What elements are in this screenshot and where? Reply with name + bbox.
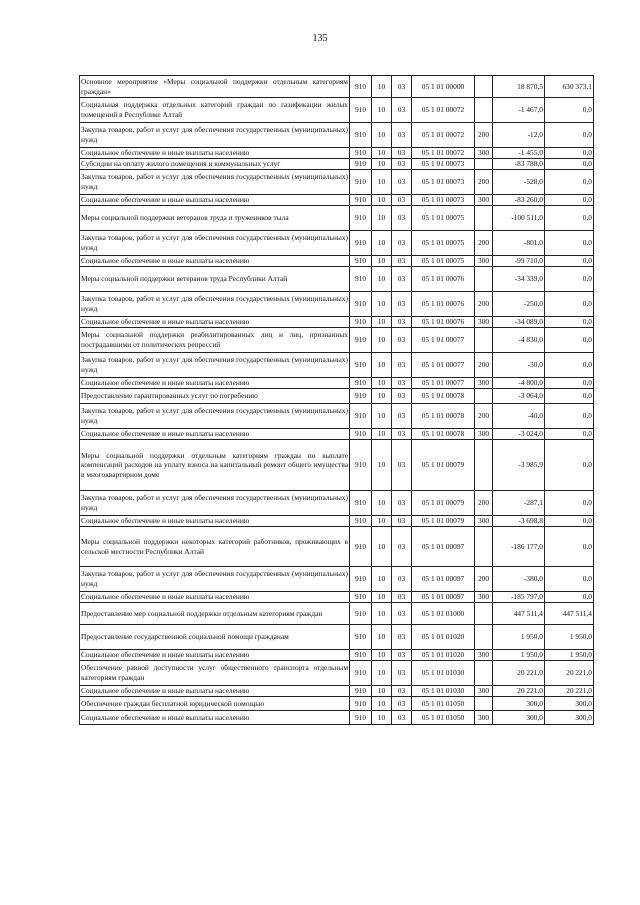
row-amount-2: 0,0 (545, 206, 594, 231)
table-row (80, 292, 594, 317)
row-amount-1: 20 221,0 (493, 686, 545, 697)
row-grbs: 910 (350, 429, 372, 440)
row-subsection: 03 (392, 389, 412, 404)
row-section: 10 (372, 76, 392, 98)
row-amount-2: 20 221,0 (545, 686, 594, 697)
row-grbs: 910 (350, 123, 372, 148)
row-amount-1: -34 339,0 (493, 267, 545, 292)
row-amount-2: 0,0 (545, 378, 594, 389)
table-row (80, 711, 594, 725)
row-section: 10 (372, 159, 392, 170)
row-expense-type: 200 (475, 231, 493, 256)
row-name: Социальное обеспечение и иные выплаты населению (80, 592, 350, 603)
table-row (80, 697, 594, 711)
row-amount-1: -185 797,0 (493, 592, 545, 603)
row-section: 10 (372, 195, 392, 206)
table-row (80, 661, 594, 686)
row-amount-1: 300,0 (493, 711, 545, 725)
row-target-article: 05 1 01 00079 (412, 516, 475, 527)
row-grbs: 910 (350, 697, 372, 711)
row-target-article: 05 1 01 00097 (412, 592, 475, 603)
row-amount-1: -186 177,0 (493, 527, 545, 567)
row-subsection: 03 (392, 404, 412, 429)
row-name: Закупка товаров, работ и услуг для обеспечения государственных (муниципальных) нужд (80, 404, 350, 429)
row-name: Обеспечение равной доступности услуг общественного транспорта отдельным категориям граждан (80, 661, 350, 686)
row-amount-2: 0,0 (545, 328, 594, 353)
row-target-article: 05 1 01 00075 (412, 231, 475, 256)
row-grbs: 910 (350, 206, 372, 231)
row-amount-1: -1 455,0 (493, 148, 545, 159)
row-subsection: 03 (392, 76, 412, 98)
table-body (80, 76, 594, 725)
row-target-article: 05 1 01 00079 (412, 440, 475, 491)
row-amount-2: 0,0 (545, 567, 594, 592)
row-subsection: 03 (392, 195, 412, 206)
row-section: 10 (372, 98, 392, 123)
row-section: 10 (372, 170, 392, 195)
row-amount-2: 1 950,0 (545, 650, 594, 661)
row-expense-type: 200 (475, 491, 493, 516)
row-target-article: 05 1 01 00078 (412, 429, 475, 440)
row-target-article: 05 1 01 00078 (412, 404, 475, 429)
row-subsection: 03 (392, 256, 412, 267)
row-expense-type: 300 (475, 195, 493, 206)
row-amount-1: -4 800,0 (493, 378, 545, 389)
row-grbs: 910 (350, 491, 372, 516)
table-row (80, 440, 594, 491)
row-name: Социальное обеспечение и иные выплаты населению (80, 378, 350, 389)
row-subsection: 03 (392, 650, 412, 661)
row-name: Закупка товаров, работ и услуг для обеспечения государственных (муниципальных) нужд (80, 353, 350, 378)
row-section: 10 (372, 440, 392, 491)
row-name: Предоставление государственной социальной помощи гражданам (80, 625, 350, 650)
row-target-article: 05 1 01 00078 (412, 389, 475, 404)
row-amount-2: 0,0 (545, 256, 594, 267)
table-row (80, 256, 594, 267)
row-subsection: 03 (392, 148, 412, 159)
row-section: 10 (372, 429, 392, 440)
row-subsection: 03 (392, 123, 412, 148)
row-name: Закупка товаров, работ и услуг для обеспечения государственных (муниципальных) нужд (80, 491, 350, 516)
table-row (80, 353, 594, 378)
row-expense-type: 200 (475, 404, 493, 429)
row-expense-type (475, 697, 493, 711)
row-expense-type (475, 603, 493, 625)
table-row (80, 378, 594, 389)
row-grbs: 910 (350, 650, 372, 661)
row-amount-2: 0,0 (545, 404, 594, 429)
row-section: 10 (372, 267, 392, 292)
row-subsection: 03 (392, 159, 412, 170)
row-subsection: 03 (392, 98, 412, 123)
table-row (80, 328, 594, 353)
row-grbs: 910 (350, 76, 372, 98)
row-grbs: 910 (350, 159, 372, 170)
row-section: 10 (372, 353, 392, 378)
row-grbs: 910 (350, 98, 372, 123)
row-grbs: 910 (350, 625, 372, 650)
row-grbs: 910 (350, 567, 372, 592)
row-expense-type: 200 (475, 170, 493, 195)
row-target-article: 05 1 01 00072 (412, 98, 475, 123)
table-row (80, 527, 594, 567)
row-subsection: 03 (392, 353, 412, 378)
row-amount-2: 0,0 (545, 195, 594, 206)
row-subsection: 03 (392, 317, 412, 328)
row-amount-2: 0,0 (545, 429, 594, 440)
row-grbs: 910 (350, 711, 372, 725)
row-name: Социальное обеспечение и иные выплаты населению (80, 686, 350, 697)
row-target-article: 05 1 01 01030 (412, 661, 475, 686)
row-grbs: 910 (350, 592, 372, 603)
row-subsection: 03 (392, 170, 412, 195)
row-target-article: 05 1 01 00079 (412, 491, 475, 516)
row-expense-type (475, 98, 493, 123)
row-target-article: 05 1 01 00076 (412, 292, 475, 317)
row-target-article: 05 1 01 00097 (412, 567, 475, 592)
row-expense-type (475, 76, 493, 98)
row-name: Предоставление мер социальной поддержки отдельным категориям граждан (80, 603, 350, 625)
row-section: 10 (372, 592, 392, 603)
table-row (80, 491, 594, 516)
table-row (80, 516, 594, 527)
row-grbs: 910 (350, 389, 372, 404)
row-target-article: 05 1 01 00075 (412, 206, 475, 231)
table-row (80, 148, 594, 159)
row-name: Социальное обеспечение и иные выплаты населению (80, 429, 350, 440)
row-name: Обеспечение граждан бесплатной юридической помощью (80, 697, 350, 711)
row-section: 10 (372, 686, 392, 697)
row-section: 10 (372, 404, 392, 429)
row-target-article: 05 1 01 00075 (412, 256, 475, 267)
row-name: Социальное обеспечение и иные выплаты населению (80, 711, 350, 725)
row-subsection: 03 (392, 592, 412, 603)
row-grbs: 910 (350, 378, 372, 389)
row-amount-2: 0,0 (545, 170, 594, 195)
row-expense-type (475, 527, 493, 567)
row-grbs: 910 (350, 148, 372, 159)
row-subsection: 03 (392, 440, 412, 491)
row-amount-1: -287,1 (493, 491, 545, 516)
row-target-article: 05 1 01 01030 (412, 686, 475, 697)
row-grbs: 910 (350, 404, 372, 429)
row-subsection: 03 (392, 328, 412, 353)
table-row (80, 159, 594, 170)
row-amount-2: 1 950,0 (545, 625, 594, 650)
row-grbs: 910 (350, 603, 372, 625)
row-target-article: 05 1 01 00076 (412, 267, 475, 292)
row-expense-type: 200 (475, 567, 493, 592)
row-amount-2: 0,0 (545, 516, 594, 527)
row-name: Социальное обеспечение и иные выплаты населению (80, 148, 350, 159)
table-row (80, 98, 594, 123)
row-section: 10 (372, 650, 392, 661)
row-subsection: 03 (392, 516, 412, 527)
row-grbs: 910 (350, 231, 372, 256)
row-amount-2: 0,0 (545, 317, 594, 328)
row-amount-1: 1 950,0 (493, 650, 545, 661)
row-name: Субсидии на оплату жилого помещения и коммунальных услуг (80, 159, 350, 170)
row-section: 10 (372, 516, 392, 527)
row-name: Закупка товаров, работ и услуг для обеспечения государственных (муниципальных) нужд (80, 292, 350, 317)
row-name: Социальное обеспечение и иные выплаты населению (80, 650, 350, 661)
row-amount-1: -3 024,0 (493, 429, 545, 440)
row-section: 10 (372, 491, 392, 516)
row-subsection: 03 (392, 292, 412, 317)
row-amount-1: -380,0 (493, 567, 545, 592)
row-section: 10 (372, 256, 392, 267)
row-target-article: 05 1 01 00076 (412, 317, 475, 328)
row-expense-type: 300 (475, 148, 493, 159)
row-amount-1: -528,0 (493, 170, 545, 195)
table-row (80, 76, 594, 98)
row-target-article: 05 1 01 00097 (412, 527, 475, 567)
row-grbs: 910 (350, 170, 372, 195)
row-amount-2: 0,0 (545, 292, 594, 317)
row-subsection: 03 (392, 267, 412, 292)
row-expense-type (475, 625, 493, 650)
row-amount-2: 447 511,4 (545, 603, 594, 625)
row-amount-2: 0,0 (545, 159, 594, 170)
row-expense-type (475, 267, 493, 292)
row-amount-1: 1 950,0 (493, 625, 545, 650)
table-row (80, 404, 594, 429)
row-expense-type: 200 (475, 292, 493, 317)
row-subsection: 03 (392, 686, 412, 697)
row-amount-1: -250,0 (493, 292, 545, 317)
table-row (80, 206, 594, 231)
row-amount-1: 18 870,5 (493, 76, 545, 98)
row-subsection: 03 (392, 625, 412, 650)
row-section: 10 (372, 625, 392, 650)
row-target-article: 05 1 01 00072 (412, 123, 475, 148)
row-amount-1: 300,0 (493, 697, 545, 711)
row-name: Закупка товаров, работ и услуг для обеспечения государственных (муниципальных) нужд (80, 567, 350, 592)
row-expense-type: 300 (475, 592, 493, 603)
row-target-article: 05 1 01 01020 (412, 650, 475, 661)
row-grbs: 910 (350, 256, 372, 267)
row-expense-type: 300 (475, 378, 493, 389)
row-amount-1: 447 511,4 (493, 603, 545, 625)
row-name: Закупка товаров, работ и услуг для обеспечения государственных (муниципальных) нужд (80, 123, 350, 148)
row-subsection: 03 (392, 711, 412, 725)
row-subsection: 03 (392, 491, 412, 516)
row-section: 10 (372, 317, 392, 328)
row-section: 10 (372, 661, 392, 686)
row-amount-1: -99 710,0 (493, 256, 545, 267)
row-name: Социальная поддержка отдельных категорий граждан по газификации жилых помещений в Республике Алтай (80, 98, 350, 123)
row-target-article: 05 1 01 00073 (412, 195, 475, 206)
table-row (80, 625, 594, 650)
budget-table (79, 75, 594, 725)
row-name: Меры социальной поддержки некоторых категорий работников, проживающих в сельской местности Республики Алтай (80, 527, 350, 567)
row-amount-1: -30,0 (493, 353, 545, 378)
row-expense-type: 300 (475, 429, 493, 440)
row-expense-type (475, 389, 493, 404)
row-name: Основное мероприятие «Меры социальной поддержки отдельным категориям граждан» (81, 76, 348, 96)
row-amount-2: 0,0 (545, 491, 594, 516)
row-target-article: 05 1 01 00073 (412, 170, 475, 195)
row-expense-type: 300 (475, 256, 493, 267)
row-amount-1: -40,0 (493, 404, 545, 429)
row-target-article: 05 1 01 01050 (412, 697, 475, 711)
row-target-article: 05 1 01 00073 (412, 159, 475, 170)
row-section: 10 (372, 697, 392, 711)
row-amount-1: -83 788,0 (493, 159, 545, 170)
table-row (80, 170, 594, 195)
row-target-article: 05 1 01 01020 (412, 625, 475, 650)
table-row (80, 123, 594, 148)
row-subsection: 03 (392, 603, 412, 625)
row-section: 10 (372, 206, 392, 231)
row-grbs: 910 (350, 328, 372, 353)
row-amount-2: 0,0 (545, 527, 594, 567)
row-name: Меры социальной поддержки ветеранов труда Республики Алтай (80, 267, 350, 292)
row-target-article: 05 1 01 00077 (412, 328, 475, 353)
row-grbs: 910 (350, 527, 372, 567)
row-expense-type (475, 661, 493, 686)
table-row (80, 567, 594, 592)
row-name: Закупка товаров, работ и услуг для обеспечения государственных (муниципальных) нужд (80, 231, 350, 256)
row-amount-1: -3 985,9 (493, 440, 545, 491)
row-amount-2: 0,0 (545, 123, 594, 148)
row-expense-type: 300 (475, 516, 493, 527)
table-row (80, 429, 594, 440)
table-row (80, 686, 594, 697)
row-section: 10 (372, 292, 392, 317)
row-name: Меры социальной поддержки отдельным категориям граждан по выплате компенсаций расходов на уплату взноса на капитальный ремонт общего имущества в многоквартирном доме (80, 440, 350, 491)
row-grbs: 910 (350, 686, 372, 697)
page-number: 135 (312, 33, 328, 44)
row-grbs: 910 (350, 292, 372, 317)
row-amount-1: -100 511,0 (493, 206, 545, 231)
table-row (80, 650, 594, 661)
row-amount-1: -4 830,0 (493, 328, 545, 353)
table-row (80, 195, 594, 206)
row-expense-type: 300 (475, 711, 493, 725)
row-amount-2: 0,0 (545, 440, 594, 491)
row-amount-1: -1 467,0 (493, 98, 545, 123)
row-expense-type: 200 (475, 353, 493, 378)
row-target-article: 05 1 01 00077 (412, 353, 475, 378)
row-name: Закупка товаров, работ и услуг для обеспечения государственных (муниципальных) нужд (80, 170, 350, 195)
row-section: 10 (372, 328, 392, 353)
row-amount-2: 0,0 (545, 353, 594, 378)
row-name: Предоставление гарантированных услуг по погребению (80, 389, 350, 404)
row-grbs: 910 (350, 267, 372, 292)
row-section: 10 (372, 527, 392, 567)
row-target-article: 05 1 01 01050 (412, 711, 475, 725)
row-section: 10 (372, 123, 392, 148)
row-subsection: 03 (392, 567, 412, 592)
row-expense-type (475, 206, 493, 231)
row-expense-type: 300 (475, 317, 493, 328)
row-name: Социальное обеспечение и иные выплаты населению (80, 516, 350, 527)
row-section: 10 (372, 603, 392, 625)
row-expense-type: 200 (475, 123, 493, 148)
row-section: 10 (372, 148, 392, 159)
row-name: Социальное обеспечение и иные выплаты населению (80, 317, 350, 328)
row-grbs: 910 (350, 516, 372, 527)
table-row (80, 267, 594, 292)
row-section: 10 (372, 567, 392, 592)
row-amount-2: 20 221,0 (545, 661, 594, 686)
row-amount-1: -12,0 (493, 123, 545, 148)
row-section: 10 (372, 231, 392, 256)
table-row (80, 603, 594, 625)
row-expense-type (475, 328, 493, 353)
row-amount-2: 300,0 (545, 711, 594, 725)
row-section: 10 (372, 378, 392, 389)
row-amount-1: -34 089,0 (493, 317, 545, 328)
row-grbs: 910 (350, 661, 372, 686)
row-amount-1: -801,0 (493, 231, 545, 256)
row-amount-2: 0,0 (545, 231, 594, 256)
row-amount-2: 0,0 (545, 148, 594, 159)
row-section: 10 (372, 389, 392, 404)
row-subsection: 03 (392, 429, 412, 440)
row-grbs: 910 (350, 440, 372, 491)
row-grbs: 910 (350, 353, 372, 378)
row-amount-1: -3 698,8 (493, 516, 545, 527)
row-grbs: 910 (350, 195, 372, 206)
row-expense-type (475, 440, 493, 491)
row-target-article: 05 1 01 00072 (412, 148, 475, 159)
row-amount-2: 0,0 (545, 267, 594, 292)
row-amount-2: 0,0 (545, 98, 594, 123)
row-subsection: 03 (392, 697, 412, 711)
row-target-article: 05 1 01 00077 (412, 378, 475, 389)
row-subsection: 03 (392, 231, 412, 256)
row-target-article: 05 1 01 00000 (412, 76, 475, 98)
table-row (80, 389, 594, 404)
row-subsection: 03 (392, 661, 412, 686)
row-expense-type: 300 (475, 686, 493, 697)
table-row (80, 317, 594, 328)
table-row (80, 231, 594, 256)
row-expense-type: 300 (475, 650, 493, 661)
row-subsection: 03 (392, 527, 412, 567)
row-grbs: 910 (350, 317, 372, 328)
row-amount-2: 0,0 (545, 592, 594, 603)
row-amount-2: 300,0 (545, 697, 594, 711)
row-amount-2: 0,0 (545, 389, 594, 404)
table-row (80, 592, 594, 603)
row-section: 10 (372, 711, 392, 725)
row-name: Социальное обеспечение и иные выплаты населению (80, 195, 350, 206)
row-name: Социальное обеспечение и иные выплаты населению (80, 256, 350, 267)
row-name: Меры социальной поддержки реабилитированных лиц и лиц, признанных пострадавшими от политических репрессий (80, 328, 350, 353)
row-subsection: 03 (392, 206, 412, 231)
row-subsection: 03 (392, 378, 412, 389)
row-amount-1: 20 221,0 (493, 661, 545, 686)
row-name: Меры социальной поддержки ветеранов труда и тружеников тыла (80, 206, 350, 231)
row-expense-type (475, 159, 493, 170)
row-amount-2: 630 373,1 (545, 76, 594, 98)
row-target-article: 05 1 01 01000 (412, 603, 475, 625)
row-amount-1: -3 064,0 (493, 389, 545, 404)
row-amount-1: -83 260,0 (493, 195, 545, 206)
